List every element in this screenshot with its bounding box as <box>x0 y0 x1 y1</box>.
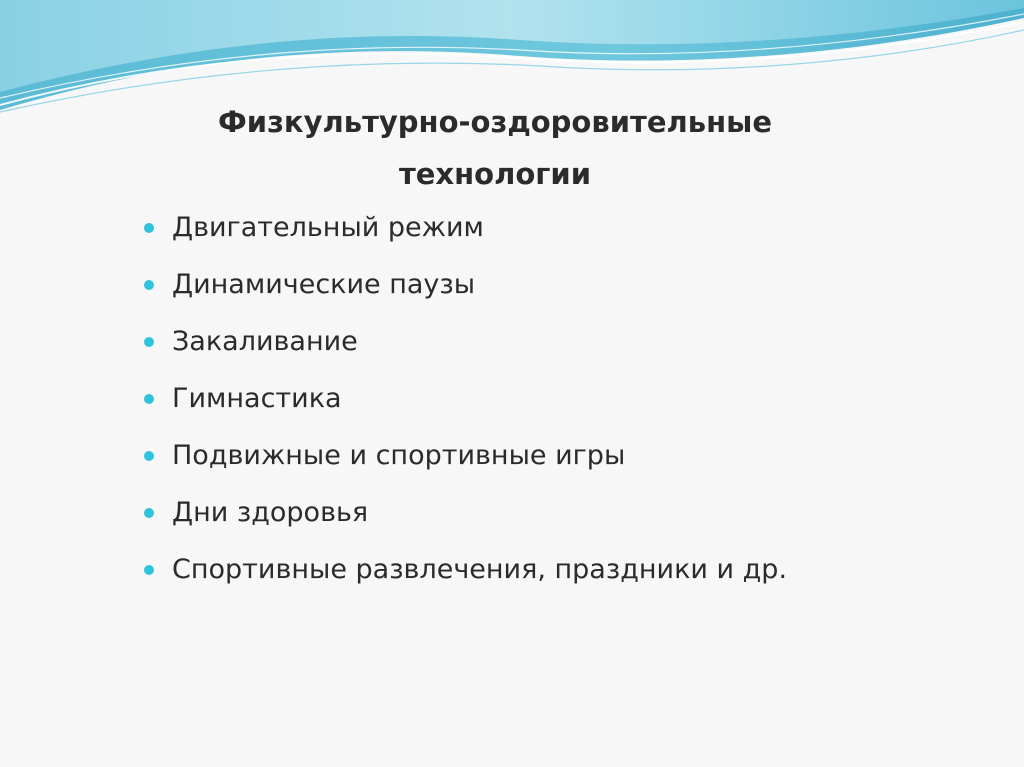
bullet-dot-icon <box>144 337 154 347</box>
list-item-text: Подвижные и спортивные игры <box>172 440 626 471</box>
list-item-text: Спортивные развлечения, праздники и др. <box>172 554 788 585</box>
list-item <box>140 208 880 248</box>
bullet-dot-icon <box>144 280 154 290</box>
list-item <box>140 322 880 362</box>
list-item-text: Динамические паузы <box>172 269 476 300</box>
list-item-text: Двигательный режим <box>172 212 484 243</box>
title-line-2: технологии <box>398 157 592 191</box>
bullet-dot-icon <box>144 565 154 575</box>
bullet-dot-icon <box>144 394 154 404</box>
bullet-dot-icon <box>144 451 154 461</box>
list-item-text: Закаливание <box>172 326 358 357</box>
list-item-text: Гимнастика <box>172 383 342 414</box>
list-item-text: Дни здоровья <box>172 497 369 528</box>
list-item <box>140 265 880 305</box>
bullet-list <box>140 208 880 607</box>
title-line-1: Физкультурно-оздоровительные <box>217 105 773 139</box>
slide-title <box>130 96 860 200</box>
list-item <box>140 493 880 533</box>
bullet-dot-icon <box>144 508 154 518</box>
list-item <box>140 550 880 590</box>
list-item <box>140 436 880 476</box>
list-item <box>140 379 880 419</box>
bullet-dot-icon <box>144 223 154 233</box>
